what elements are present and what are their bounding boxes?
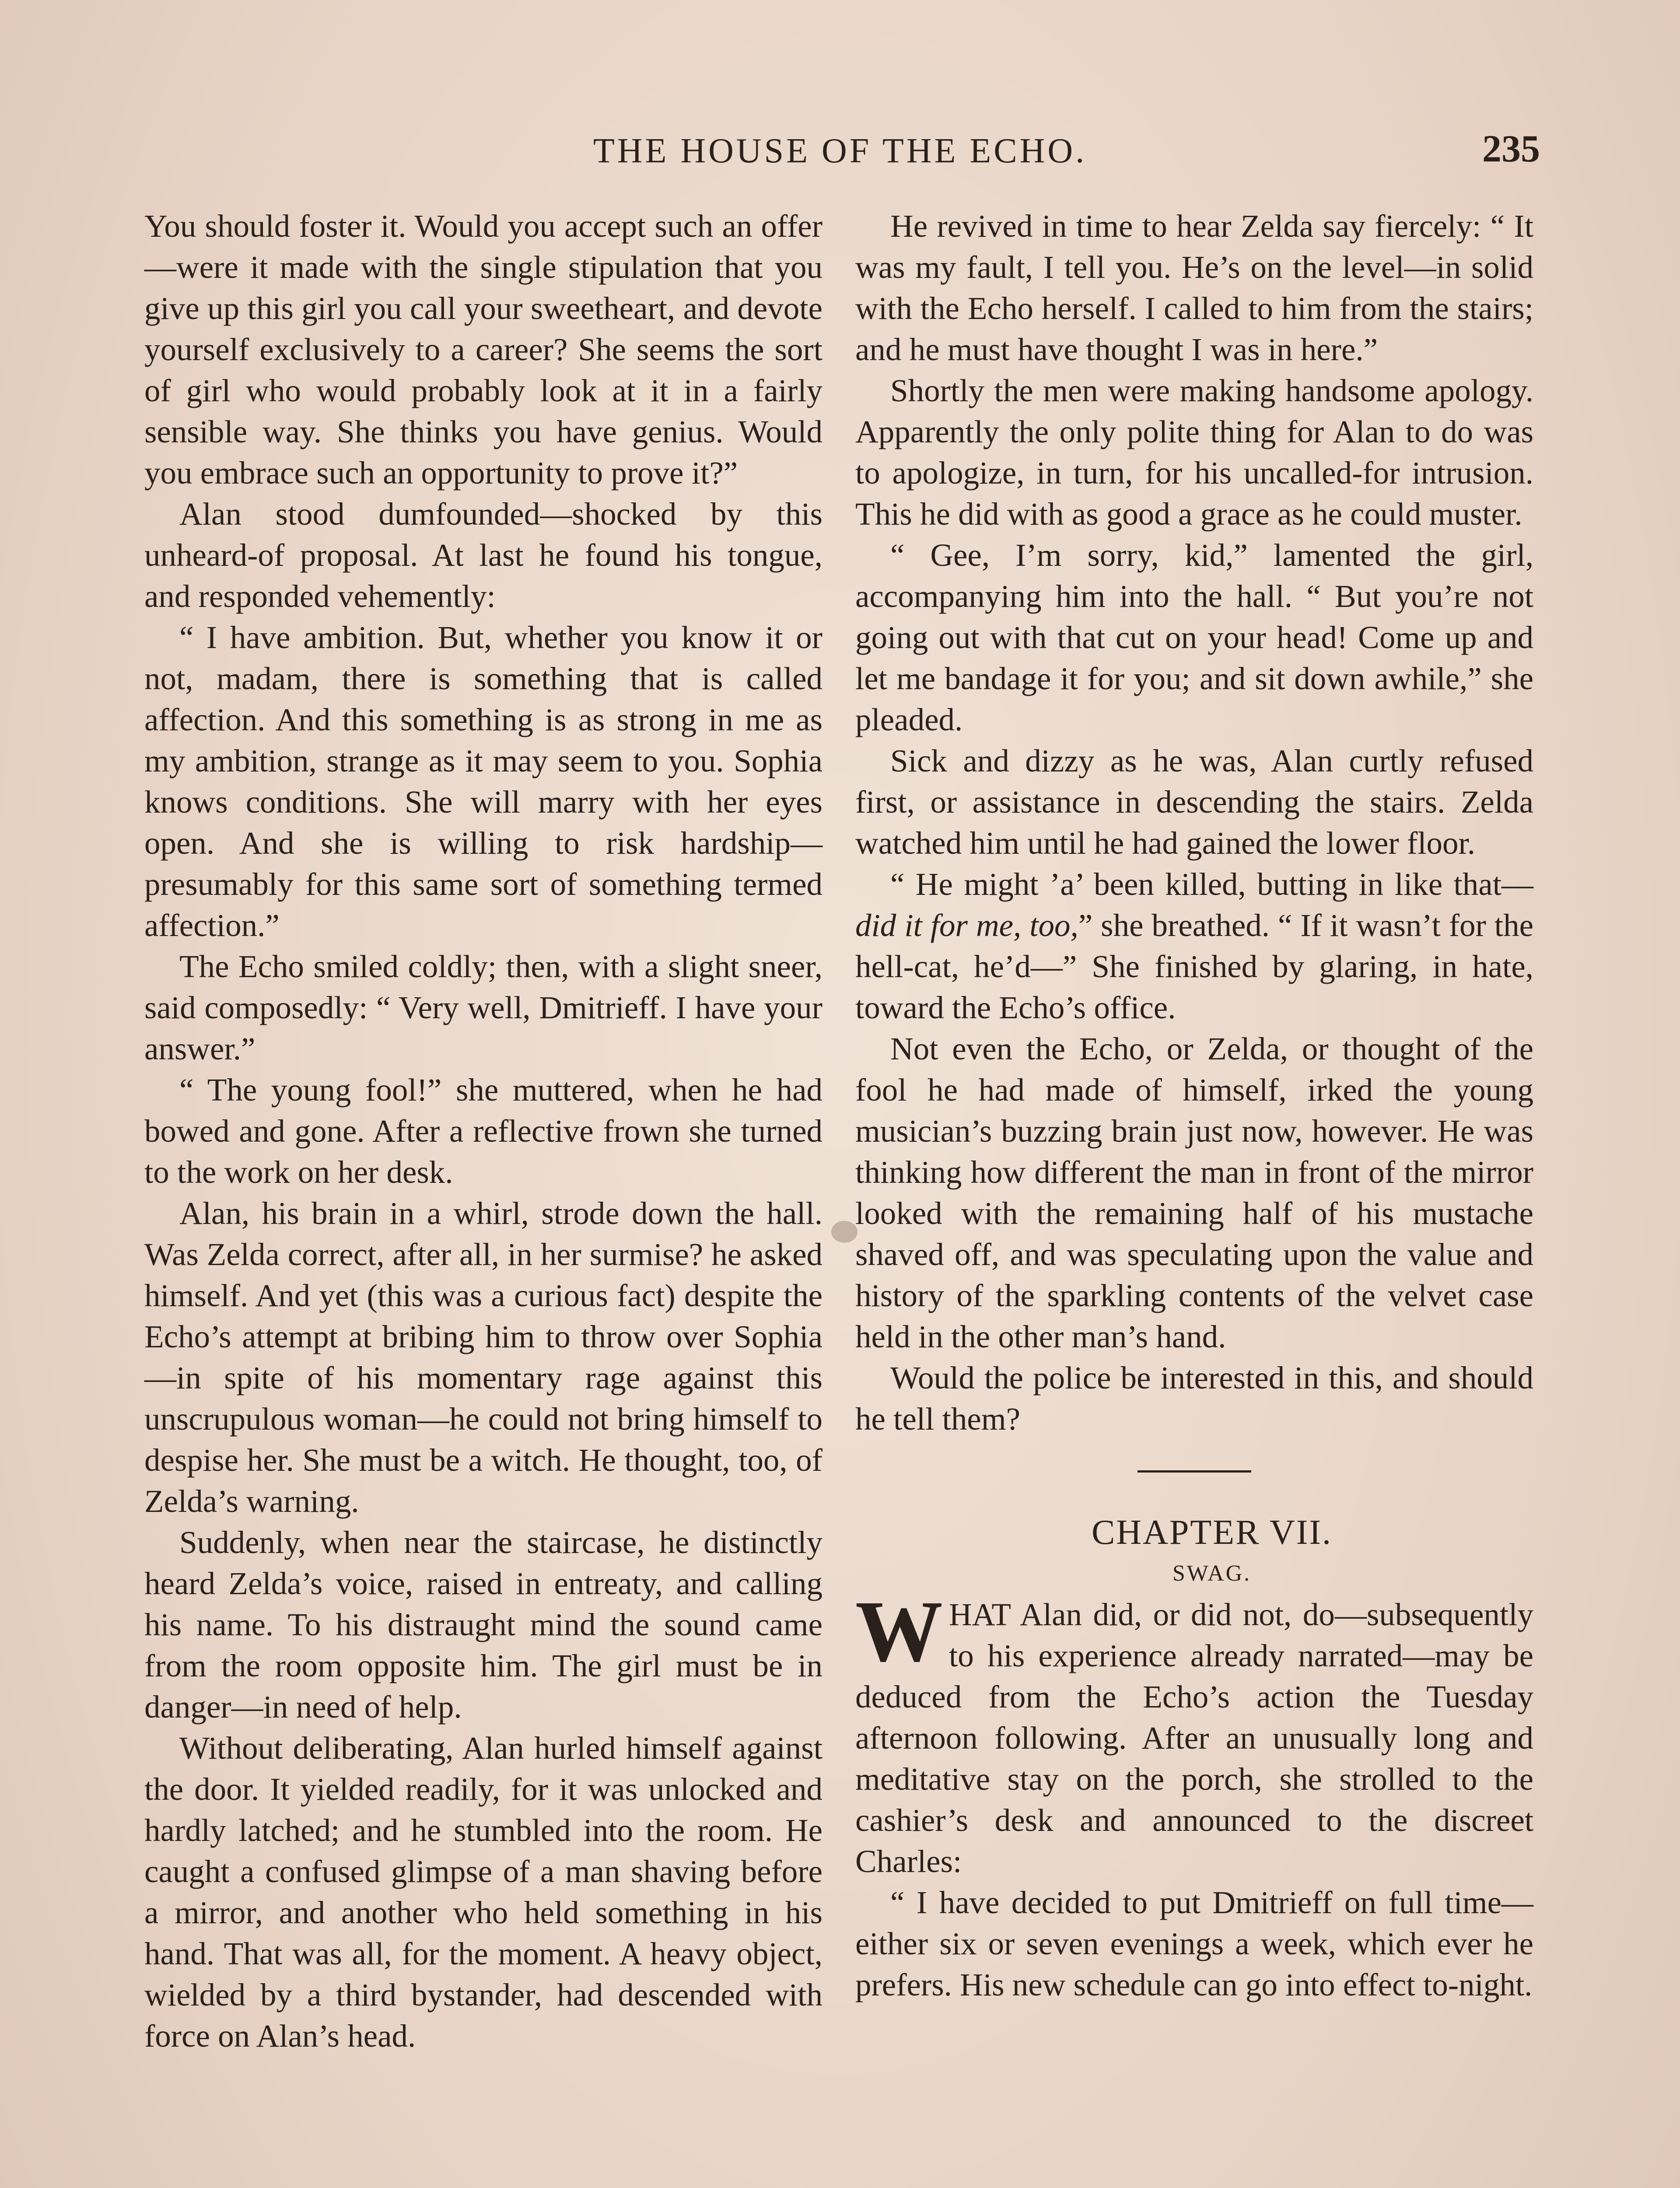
page-header: [140, 127, 1540, 179]
paragraph: He revived in time to hear Zelda say fiercely: “ It was my fault, I tell you. He’s on the level—in solid with the Echo herself. I called to him from the stairs; and he must have thought I was in here.”: [855, 208, 1533, 367]
paragraph: “ Gee, I’m sorry, kid,” lamented the girl, accompanying him into the hall. “ But you’re not going out with that cut on your head! Come up and let me bandage it for you; and sit down awhile,” she pleaded.: [855, 537, 1533, 737]
italic-text-run: did it for me, too,: [855, 908, 1078, 943]
page-number: 235: [1482, 128, 1540, 170]
paragraph: “ I have ambition. But, whether you know it or not, madam, there is something that is called affection. And this something is as strong in me as my ambition, strange as it may seem to you. Sophia knows conditions. She will marry with her eyes open. And she is willing to risk hardship—presumably for this same sort of something termed affection.”: [144, 620, 822, 943]
drop-cap: W: [855, 1583, 943, 1680]
paragraph: Without deliberating, Alan hurled himself against the door. It yielded readily, for it was unlocked and hardly latched; and he stumbled into the room. He caught a confused glimpse of a man shaving before a mirror, and another who held something in his hand. That was all, for the moment. A heavy object, wielded by a third bystander, had descended with force on Alan’s head.: [144, 1730, 822, 2054]
chapter-opening-paragraph: [855, 1583, 1533, 1882]
paragraph-mixed: [855, 864, 1533, 1028]
paragraph: Suddenly, when near the staircase, he distinctly heard Zelda’s voice, raised in entreaty, and calling his name. To his distraught mind the sound came from the room opposite him. The girl must be in danger—in need of help.: [144, 1525, 822, 1725]
paragraph: Not even the Echo, or Zelda, or thought of the fool he had made of himself, irked the young musician’s buzzing brain just now, however. He was thinking how different the man in front of the mirror looked with the remaining half of his mustache shaved off, and was speculating upon the value and history of the sparkling contents of the velvet case held in the other man’s hand.: [855, 1031, 1533, 1354]
paragraph: “ The young fool!” she muttered, when he had bowed and gone. After a reflective frown she turned to the work on her desk.: [144, 1072, 822, 1190]
paragraph: The Echo smiled coldly; then, with a slight sneer, said composedly: “ Very well, Dmitrieff. I have your answer.”: [144, 949, 822, 1066]
chapter-title: CHAPTER VII.: [1091, 1513, 1333, 1552]
chapter-subtitle: SWAG.: [1172, 1561, 1252, 1586]
text-run: ” she breathed. “ If it wasn’t for the hell-cat, he’d—” She finished by glaring, in hate, toward the Echo’s office.: [855, 908, 1533, 1025]
paragraph: “ I have decided to put Dmitrieff on full time—either six or seven evenings a week, which ever he prefers. His new schedule can go into effect to-night.: [855, 1885, 1533, 2002]
paragraph: Alan stood dumfounded—shocked by this unheard-of proposal. At last he found his tongue, and responded vehemently:: [144, 496, 822, 614]
paragraph: You should foster it. Would you accept such an offer—were it made with the single stipulation that you give up this girl you call your sweetheart, and devote yourself exclusively to a career? She seems the sort of girl who would probably look at it in a fairly sensible way. She thinks you have genius. Would you embrace such an opportunity to prove it?”: [144, 208, 822, 491]
text-run: HAT Alan did, or did not, do—subsequently to his experience already narrated—may be deduced from the Echo’s action the Tuesday afternoon following. After an unusually long and meditative stay on the porch, she strolled to the cashier’s desk and announced to the discreet Charles:: [855, 1597, 1533, 1879]
paper-stain: [831, 1221, 858, 1243]
paragraph: Alan, his brain in a whirl, strode down the hall. Was Zelda correct, after all, in her surmise? he asked himself. And yet (this was a curious fact) despite the Echo’s attempt at bribing him to throw over Sophia—in spite of his momentary rage against this unscrupulous woman—he could not bring himself to despise her. She must be a witch. He thought, too, of Zelda’s warning.: [144, 1196, 822, 1519]
section-divider: [1138, 1470, 1251, 1473]
paragraph: Shortly the men were making handsome apology. Apparently the only polite thing for Alan to do was to apologize, in turn, for his uncalled-for intrusion. This he did with as good a grace as he could muster.: [855, 373, 1533, 532]
text-run: “ He might ’a’ been killed, butting in like that—: [890, 866, 1533, 902]
right-column: [855, 206, 1533, 2006]
paragraph: Sick and dizzy as he was, Alan curtly refused first, or assistance in descending the stairs. Zelda watched him until he had gained the lower floor.: [855, 743, 1533, 861]
running-title: THE HOUSE OF THE ECHO.: [593, 132, 1087, 170]
left-column: [144, 206, 822, 2057]
paragraph: Would the police be interested in this, and should he tell them?: [855, 1360, 1533, 1437]
